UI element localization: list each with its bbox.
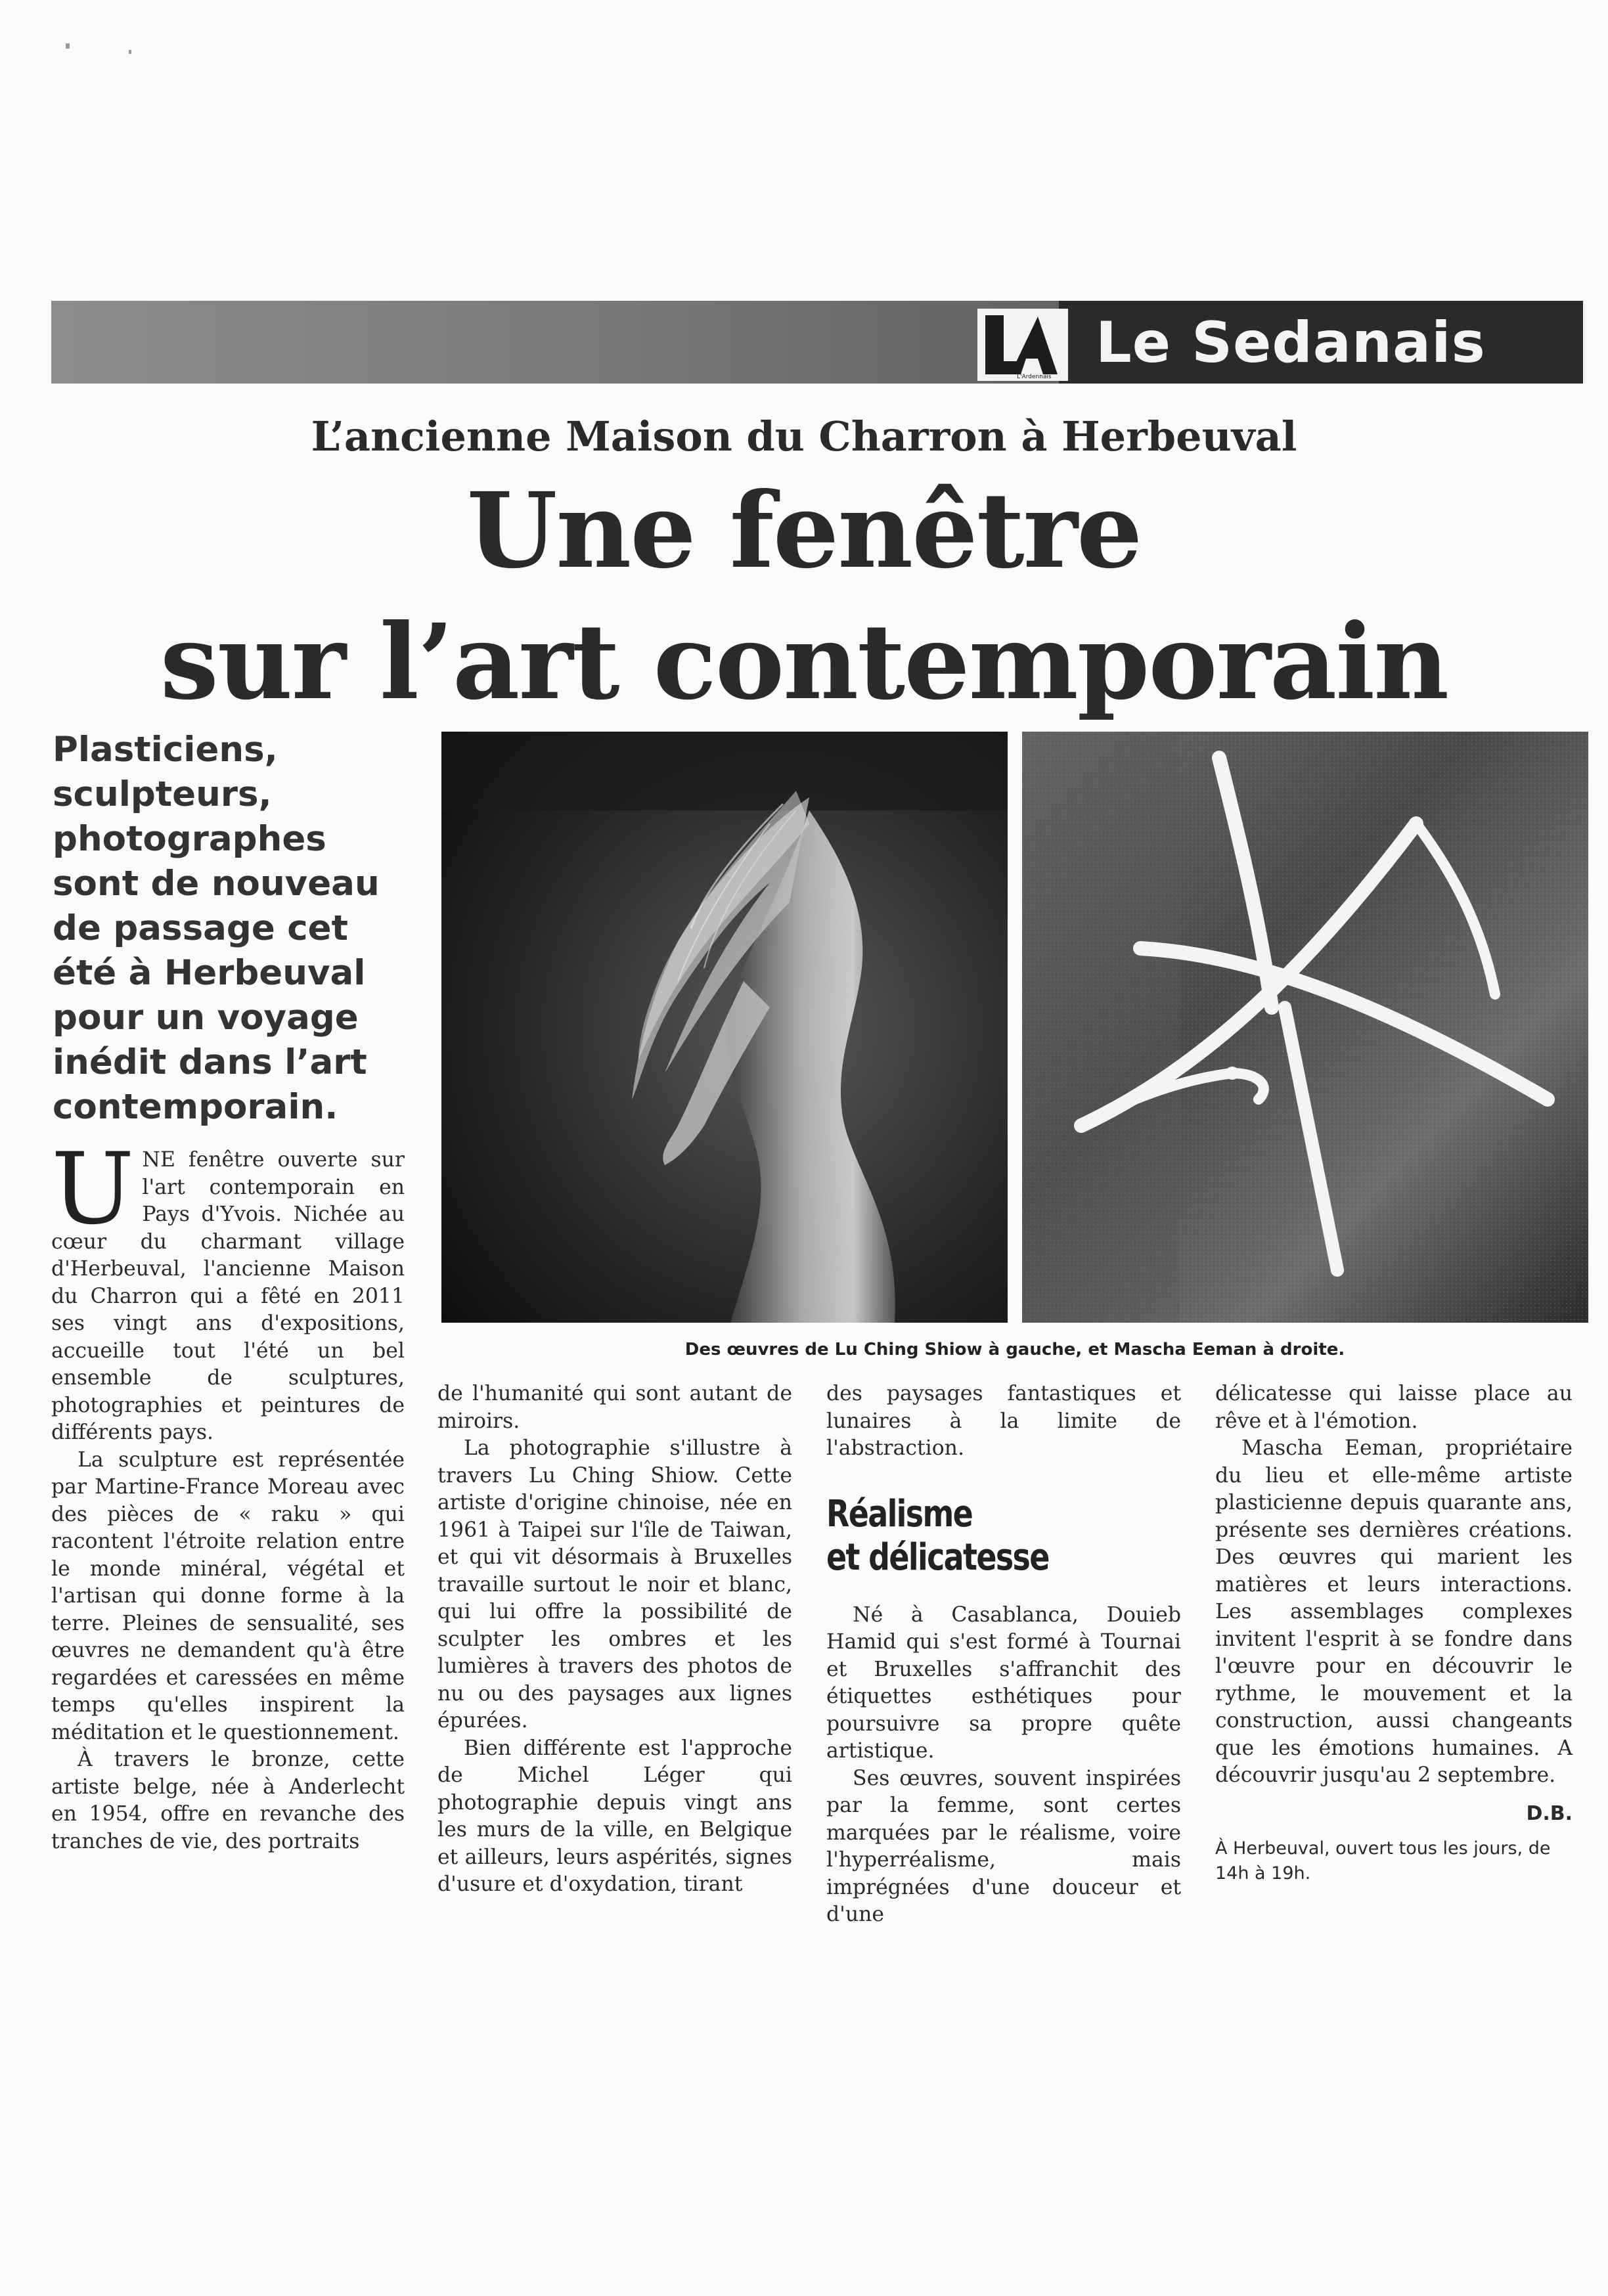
article-paragraph: de l'humanité qui sont autant de miroirs. xyxy=(437,1382,792,1433)
article-paragraph: Né à Casablanca, Douieb Hamid qui s'est formé à Tournai et Bruxelles s'affranchit des étiquettes esthétiques pour poursuivre sa propre quête artistique. xyxy=(826,1602,1181,1763)
article-paragraph: Mascha Eeman, propriétaire du lieu et elle-même artiste plasticienne depuis quarante ans, présente ses dernières créations. Des œuvres qui marient les matières et leurs interactions. Les assemblages complexes invitent l'esprit à se fondre dans l'œuvre pour en découvrir le rythme, le mouvement et la construction, aussi changeants que les émotions humaines. A découvrir jusqu'au 2 septembre. xyxy=(1215,1436,1573,1787)
article-paragraph: La photographie s'illustre à travers Lu Ching Shiow. Cette artiste d'origine chinoise, née en 1961 à Taipei sur l'île de Taiwan, et qui vit désormais à Bruxelles travaille surtout le noir et blanc, qui lui offre la possibilité de sculpter les ombres et les lumières à travers des photos de nu ou des paysages aux lignes épurées. xyxy=(437,1436,792,1733)
article-paragraph: Ses œuvres, souvent inspirées par la femme, sont certes marquées par le réalisme, voire l'hyperréalisme, mais imprégnées d'une douceur et d'une xyxy=(826,1766,1181,1926)
practical-info: À Herbeuval, ouvert tous les jours, de 14h à 19h. xyxy=(1215,1838,1551,1884)
article-paragraph: À travers le bronze, cette artiste belge, née à Anderlecht en 1954, offre en revanche des tranches de vie, des portraits xyxy=(51,1748,405,1853)
article-column-4 xyxy=(1215,1380,1573,1886)
kicker: L’ancienne Maison du Charron à Herbeuval xyxy=(311,412,1297,460)
article-column-1 xyxy=(51,1132,405,1855)
article-column-3 xyxy=(826,1380,1181,1929)
article-paragraph: des paysages fantastiques et lunaires à la limite de l'abstraction. xyxy=(826,1382,1181,1460)
newspaper-logo-icon xyxy=(977,309,1068,381)
article-paragraph: La sculpture est représentée par Martine-France Moreau avec des pièces de « raku » qui racontent l'étroite relation entre le monde minéral, végétal et l'artisan qui donne forme à la terre. Pleines de sensualité, ses œuvres ne demandent qu'à être regardées et caressées en même temps qu'elles inspirent la méditation et le questionnement. xyxy=(51,1447,405,1744)
photo-mascha-eeman xyxy=(1022,732,1588,1323)
photo-lu-ching-shiow xyxy=(441,732,1008,1323)
subheading-line-1: Réalisme xyxy=(826,1492,973,1535)
photo-caption: Des œuvres de Lu Ching Shiow à gauche, et Mascha Eeman à droite. xyxy=(684,1340,1345,1359)
section-name: Le Sedanais xyxy=(1096,310,1486,376)
drop-cap: U xyxy=(51,1132,135,1247)
article-paragraph: Bien différente est l'approche de Michel Léger qui photographie depuis vingt ans les murs de la ville, en Belgique et ailleurs, leurs aspérités, signes d'usure et d'oxydation, tirant xyxy=(437,1736,792,1896)
author-signature: D.B. xyxy=(1526,1801,1573,1825)
newspaper-logo xyxy=(977,309,1068,381)
scan-speck xyxy=(66,43,70,49)
subheading xyxy=(826,1493,1117,1579)
article-column-2 xyxy=(437,1380,792,1899)
subheading-line-2: et délicatesse xyxy=(826,1535,1049,1579)
article-paragraph xyxy=(51,1132,405,1447)
scan-speck xyxy=(129,50,131,54)
headline-line-2: sur l’art contemporain xyxy=(160,602,1448,723)
lede: Plasticiens, sculpteurs, photographes sont de nouveau de passage cet été à Herbeuval pour un voyage inédit dans l’art contemporain. xyxy=(53,730,380,1127)
svg-text:L'Ardennais: L'Ardennais xyxy=(1017,374,1052,380)
headline-line-1: Une fenêtre xyxy=(466,470,1142,592)
article-paragraph: délicatesse qui laisse place au rêve et à l'émotion. xyxy=(1215,1382,1573,1433)
paragraph-text: NE fenêtre ouverte sur l'art contemporain en Pays d'Yvois. Nichée au cœur du charmant village d'Herbeuval, l'ancienne Maison du Charron qui a fêté en 2011 ses vingt ans d'expositions, accueille tout l'été un bel ensemble de sculptures, photographies et peintures de différents pays. xyxy=(51,1148,405,1444)
